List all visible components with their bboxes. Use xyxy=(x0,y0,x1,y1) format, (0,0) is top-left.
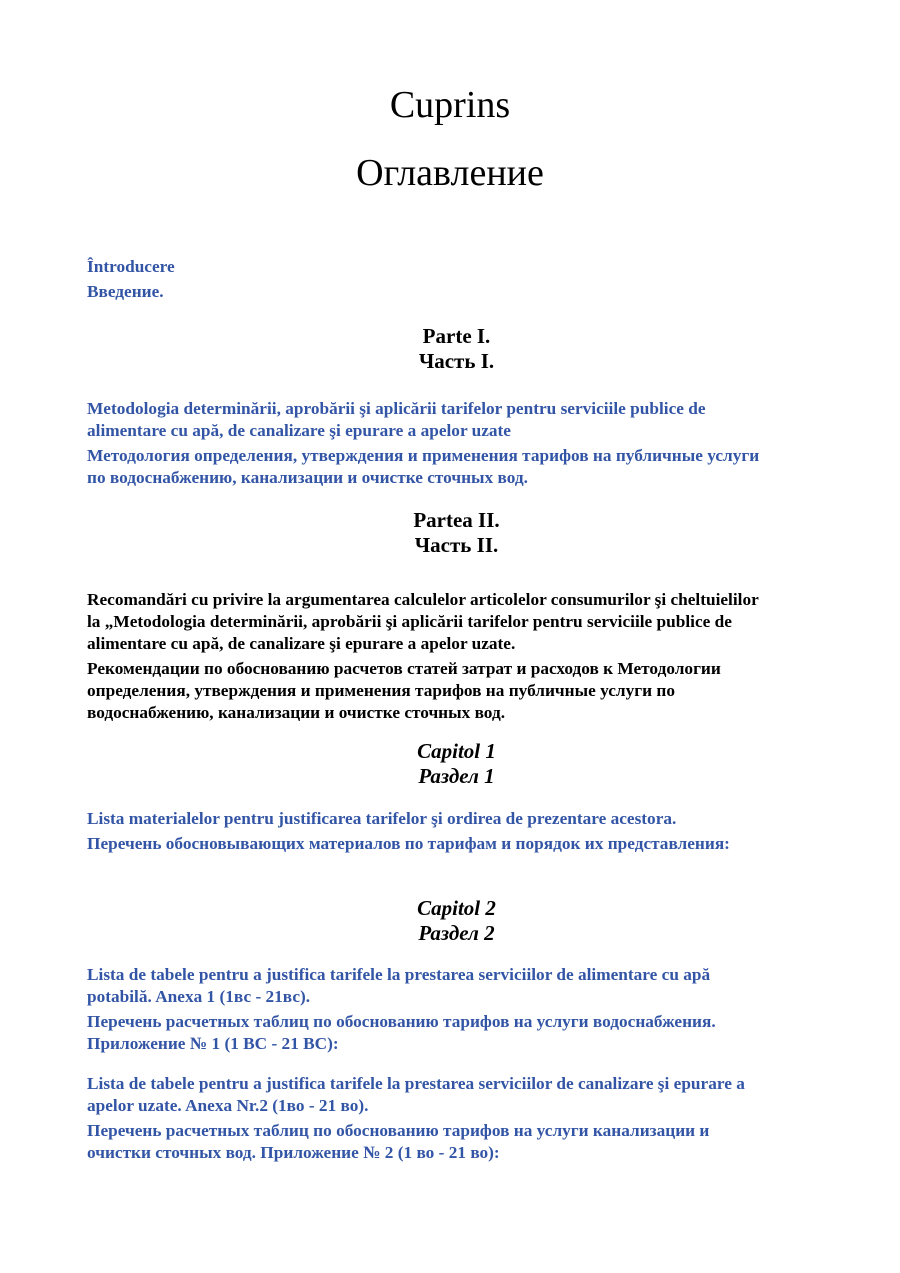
toc-entry-chapter1[interactable] xyxy=(87,808,767,855)
toc-entry-part1[interactable] xyxy=(87,398,767,489)
toc-link-part1-ru[interactable]: Методология определения, утверждения и применения тарифов на публичные услуги по водоснабжению, канализации и очистке сточных вод. xyxy=(87,446,760,487)
part1-heading-ro: Parte I. xyxy=(422,324,491,348)
part1-heading-ru: Часть I. xyxy=(418,349,495,373)
part2-heading-ru: Часть II. xyxy=(414,533,499,557)
part2-text-ru: Рекомендации по обоснованию расчетов статей затрат и расходов к Методологии определения, утверждения и применения тарифов на публичные услуги по водоснабжению, канализации и очистке сточных вод. xyxy=(87,659,721,722)
title-russian: Оглавление xyxy=(356,152,544,194)
toc-link-annex2-ro[interactable]: Lista de tabele pentru a justifica tarifele la prestarea serviciilor de canalizare şi epurare a apelor uzate. Anexa Nr.2 (1во - 21 во). xyxy=(87,1074,745,1115)
part2-text-ro: Recomandări cu privire la argumentarea calculelor articolelor consumurilor şi cheltuielilor la „Metodologia determinării, aprobării şi aplicării tarifelor pentru serviciile publice de alimentare cu apă, de canalizare şi epurare a apelor uzate. xyxy=(87,590,759,653)
toc-link-annex1-ro[interactable]: Lista de tabele pentru a justifica tarifele la prestarea serviciilor de alimentare cu apă potabilă. Anexa 1 (1вс - 21вс). xyxy=(87,965,711,1006)
toc-link-part1-ro[interactable]: Metodologia determinării, aprobării şi aplicării tarifelor pentru serviciile publice de alimentare cu apă, de canalizare şi epurare a apelor uzate xyxy=(87,399,706,440)
chapter1-heading-ro: Capitol 1 xyxy=(417,739,496,763)
chapter2-heading xyxy=(0,896,900,946)
toc-entry-introduction[interactable] xyxy=(87,256,767,303)
chapter2-heading-ru: Раздел 2 xyxy=(418,921,495,945)
toc-link-chapter1-ro[interactable]: Lista materialelor pentru justificarea tarifelor şi ordirea de prezentare acestora. xyxy=(87,809,677,828)
toc-entry-part2 xyxy=(87,589,767,724)
chapter1-heading xyxy=(0,739,900,789)
chapter2-heading-ro: Capitol 2 xyxy=(417,896,496,920)
part2-heading-ro: Partea II. xyxy=(413,508,500,532)
title-romanian: Cuprins xyxy=(389,84,511,126)
toc-entry-annex2[interactable] xyxy=(87,1073,767,1164)
toc-link-chapter1-ru[interactable]: Перечень обосновывающих материалов по тарифам и порядок их представления: xyxy=(87,834,730,853)
toc-link-intro-ru[interactable]: Введение. xyxy=(87,282,164,301)
chapter1-heading-ru: Раздел 1 xyxy=(418,764,495,788)
toc-entry-annex1[interactable] xyxy=(87,964,767,1055)
part2-heading xyxy=(0,508,900,558)
toc-link-intro-ro[interactable]: Întroducere xyxy=(87,257,175,276)
toc-link-annex2-ru[interactable]: Перечень расчетных таблиц по обоснованию тарифов на услуги канализации и очистки сточных вод. Приложение № 2 (1 во - 21 во): xyxy=(87,1121,710,1162)
toc-link-annex1-ru[interactable]: Перечень расчетных таблиц по обоснованию тарифов на услуги водоснабжения. Приложение № 1 (1 ВС - 21 ВС): xyxy=(87,1012,716,1053)
part1-heading xyxy=(0,324,900,374)
